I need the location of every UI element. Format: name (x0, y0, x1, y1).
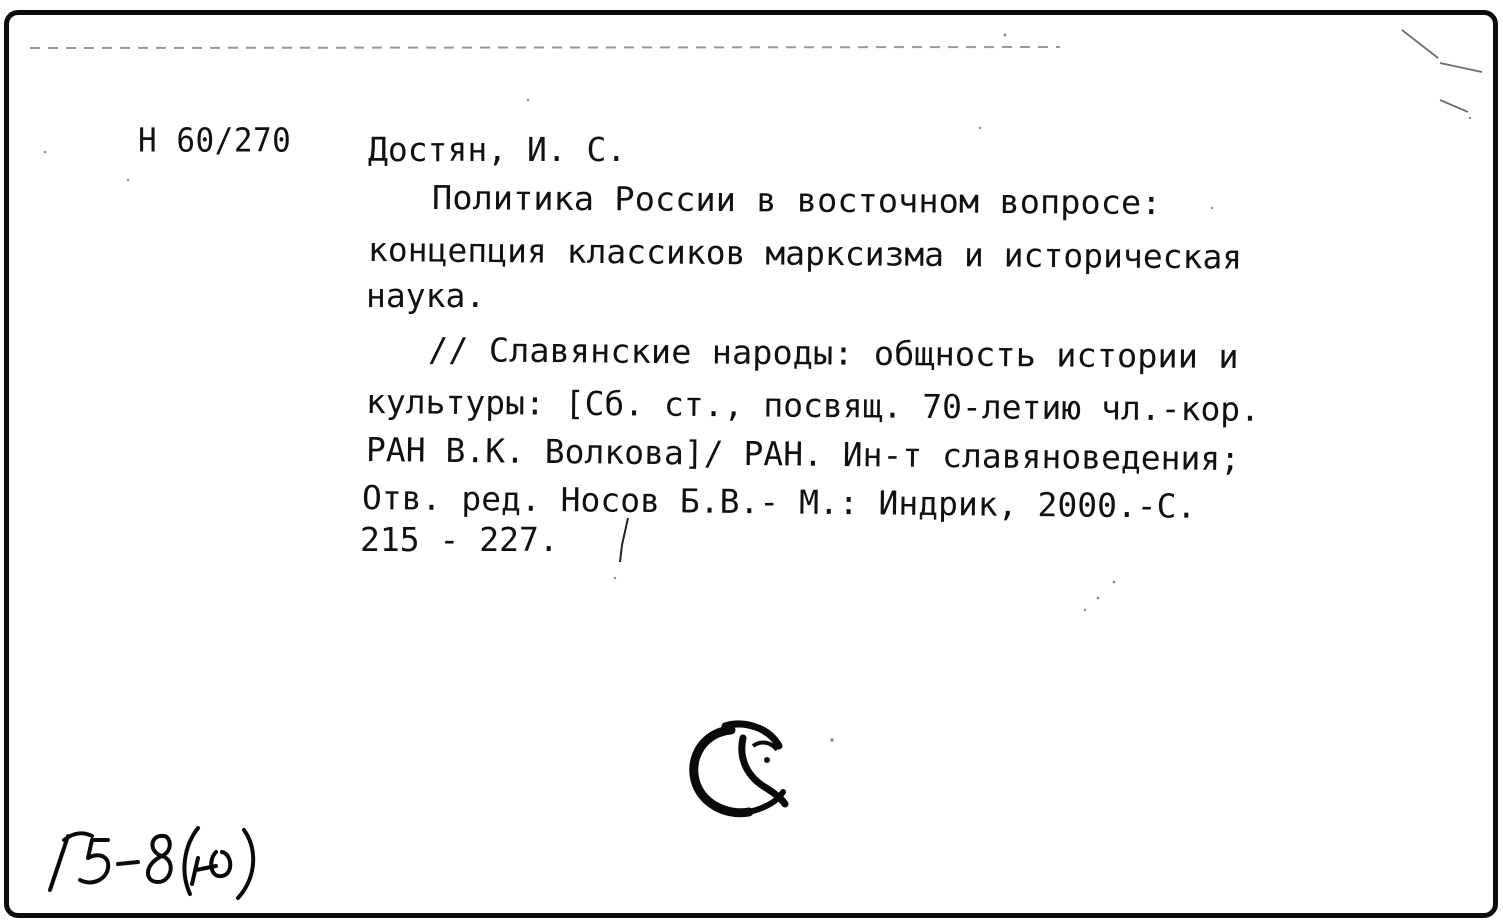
source-line-1: // Славянские народы: общность истории и (427, 330, 1239, 377)
title-line-2: концепция классиков марксизма и историческая (367, 230, 1243, 277)
title-line-1: Политика России в восточном вопросе: (431, 178, 1162, 223)
stamp-icon (683, 716, 791, 822)
call-number: Н 60/270 (138, 122, 292, 160)
handwritten-shelf-mark (30, 822, 275, 902)
title-line-3: наука. (366, 276, 486, 315)
source-line-3: РАН В.К. Волкова]/ РАН. Ин-т славяноведения; (365, 430, 1241, 479)
source-line-4: Отв. ред. Носов Б.В.- М.: Индрик, 2000.-С. (361, 478, 1197, 526)
source-line-2: культуры: [Сб. ст., посвящ. 70-летию чл.-кор. (365, 382, 1261, 429)
author-line: Достян, И. С. (368, 130, 627, 169)
pages-line: 215 - 227. (360, 520, 559, 559)
